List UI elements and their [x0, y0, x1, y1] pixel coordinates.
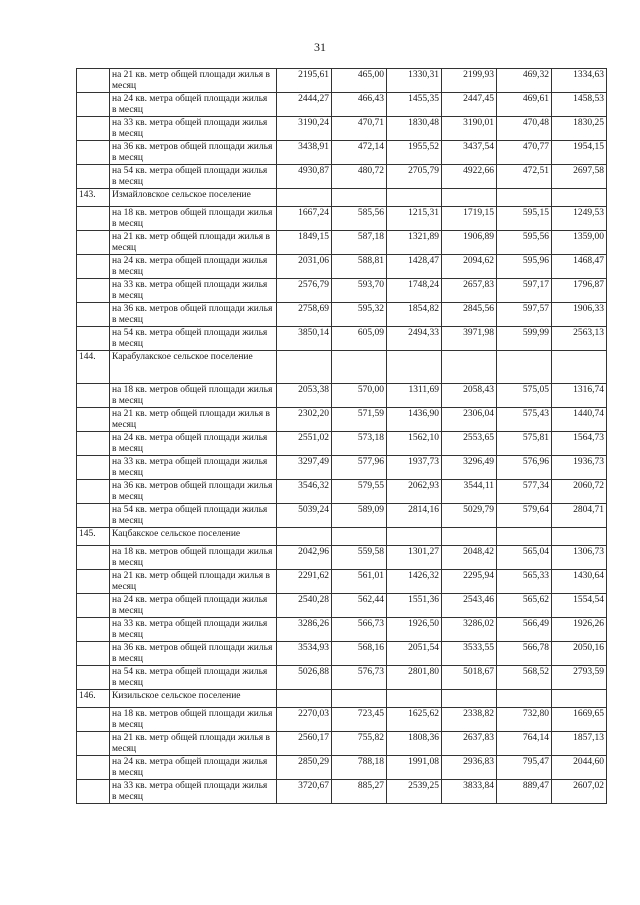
settlement-header-row	[77, 690, 607, 708]
table-row	[77, 618, 607, 642]
value-cell: 575,05	[497, 384, 552, 408]
table-row	[77, 117, 607, 141]
empty-cell	[387, 189, 442, 207]
value-cell: 565,62	[497, 594, 552, 618]
table-row	[77, 642, 607, 666]
settlement-name: Кизильское сельское поселение	[110, 690, 277, 708]
value-cell: 1455,35	[387, 93, 442, 117]
value-cell: 576,96	[497, 456, 552, 480]
row-number-cell	[77, 279, 110, 303]
table-row	[77, 594, 607, 618]
table-row	[77, 207, 607, 231]
value-cell: 1954,15	[552, 141, 607, 165]
value-cell: 1955,52	[387, 141, 442, 165]
area-label: на 24 кв. метра общей площади жилья в месяц	[110, 93, 277, 117]
row-number-cell	[77, 456, 110, 480]
value-cell: 2657,83	[442, 279, 497, 303]
area-label: на 18 кв. метров общей площади жилья в месяц	[110, 384, 277, 408]
table-row	[77, 504, 607, 528]
value-cell: 3971,98	[442, 327, 497, 351]
value-cell: 466,43	[332, 93, 387, 117]
value-cell: 2051,54	[387, 642, 442, 666]
table-row	[77, 546, 607, 570]
value-cell: 575,43	[497, 408, 552, 432]
value-cell: 1926,26	[552, 618, 607, 642]
row-number-cell	[77, 384, 110, 408]
value-cell: 2758,69	[277, 303, 332, 327]
value-cell: 889,47	[497, 780, 552, 804]
value-cell: 577,96	[332, 456, 387, 480]
value-cell: 1430,64	[552, 570, 607, 594]
value-cell: 2845,56	[442, 303, 497, 327]
area-label: на 18 кв. метров общей площади жилья в месяц	[110, 207, 277, 231]
value-cell: 2936,83	[442, 756, 497, 780]
value-cell: 1249,53	[552, 207, 607, 231]
empty-cell	[442, 351, 497, 384]
value-cell: 2801,80	[387, 666, 442, 690]
area-label: на 54 кв. метра общей площади жилья в месяц	[110, 666, 277, 690]
value-cell: 561,01	[332, 570, 387, 594]
area-label: на 18 кв. метров общей площади жилья в месяц	[110, 708, 277, 732]
row-number-cell	[77, 408, 110, 432]
row-number-cell	[77, 618, 110, 642]
value-cell: 2793,59	[552, 666, 607, 690]
row-number-cell	[77, 642, 110, 666]
settlement-name: Измайловское сельское поселение	[110, 189, 277, 207]
row-number-cell	[77, 756, 110, 780]
value-cell: 2607,02	[552, 780, 607, 804]
value-cell: 2539,25	[387, 780, 442, 804]
value-cell: 472,51	[497, 165, 552, 189]
value-cell: 589,09	[332, 504, 387, 528]
value-cell: 3534,93	[277, 642, 332, 666]
empty-cell	[332, 528, 387, 546]
empty-cell	[497, 189, 552, 207]
area-label: на 21 кв. метр общей площади жилья в месяц	[110, 69, 277, 93]
value-cell: 1830,48	[387, 117, 442, 141]
value-cell: 788,18	[332, 756, 387, 780]
value-cell: 1667,24	[277, 207, 332, 231]
table-row	[77, 384, 607, 408]
value-cell: 2697,58	[552, 165, 607, 189]
value-cell: 571,59	[332, 408, 387, 432]
value-cell: 2291,62	[277, 570, 332, 594]
empty-cell	[332, 189, 387, 207]
empty-cell	[552, 351, 607, 384]
row-number: 143.	[77, 189, 110, 207]
value-cell: 2850,29	[277, 756, 332, 780]
area-label: на 21 кв. метр общей площади жилья в месяц	[110, 231, 277, 255]
value-cell: 3533,55	[442, 642, 497, 666]
row-number-cell	[77, 69, 110, 93]
row-number-cell	[77, 117, 110, 141]
empty-cell	[387, 528, 442, 546]
page-number: 31	[314, 40, 326, 54]
value-cell: 1857,13	[552, 732, 607, 756]
table-row	[77, 93, 607, 117]
row-number-cell	[77, 303, 110, 327]
value-cell: 764,14	[497, 732, 552, 756]
area-label: на 36 кв. метров общей площади жилья в месяц	[110, 642, 277, 666]
value-cell: 4930,87	[277, 165, 332, 189]
value-cell: 2540,28	[277, 594, 332, 618]
area-label: на 54 кв. метра общей площади жилья в месяц	[110, 504, 277, 528]
value-cell: 3296,49	[442, 456, 497, 480]
settlement-name: Карабулакское сельское поселение	[110, 351, 277, 384]
value-cell: 3190,01	[442, 117, 497, 141]
value-cell: 2302,20	[277, 408, 332, 432]
empty-cell	[277, 351, 332, 384]
value-cell: 1849,15	[277, 231, 332, 255]
area-label: на 21 кв. метр общей площади жилья в месяц	[110, 570, 277, 594]
value-cell: 1937,73	[387, 456, 442, 480]
value-cell: 587,18	[332, 231, 387, 255]
value-cell: 1330,31	[387, 69, 442, 93]
row-number-cell	[77, 504, 110, 528]
row-number-cell	[77, 546, 110, 570]
table-row	[77, 279, 607, 303]
value-cell: 2058,43	[442, 384, 497, 408]
row-number-cell	[77, 141, 110, 165]
area-label: на 18 кв. метров общей площади жилья в месяц	[110, 546, 277, 570]
value-cell: 588,81	[332, 255, 387, 279]
value-cell: 566,49	[497, 618, 552, 642]
row-number-cell	[77, 255, 110, 279]
value-cell: 1830,25	[552, 117, 607, 141]
value-cell: 2560,17	[277, 732, 332, 756]
empty-cell	[387, 690, 442, 708]
value-cell: 1562,10	[387, 432, 442, 456]
value-cell: 566,78	[497, 642, 552, 666]
table-row	[77, 408, 607, 432]
value-cell: 577,34	[497, 480, 552, 504]
area-label: на 33 кв. метра общей площади жилья в месяц	[110, 618, 277, 642]
value-cell: 2814,16	[387, 504, 442, 528]
value-cell: 1426,32	[387, 570, 442, 594]
value-cell: 4922,66	[442, 165, 497, 189]
value-cell: 579,55	[332, 480, 387, 504]
value-cell: 3438,91	[277, 141, 332, 165]
value-cell: 570,00	[332, 384, 387, 408]
value-cell: 1440,74	[552, 408, 607, 432]
empty-cell	[277, 528, 332, 546]
value-cell: 2062,93	[387, 480, 442, 504]
table-row	[77, 456, 607, 480]
settlement-name: Кацбакское сельское поселение	[110, 528, 277, 546]
value-cell: 3720,67	[277, 780, 332, 804]
value-cell: 795,47	[497, 756, 552, 780]
empty-cell	[552, 690, 607, 708]
value-cell: 2338,82	[442, 708, 497, 732]
row-number: 145.	[77, 528, 110, 546]
value-cell: 1551,36	[387, 594, 442, 618]
value-cell: 1906,89	[442, 231, 497, 255]
table-row	[77, 231, 607, 255]
value-cell: 469,61	[497, 93, 552, 117]
value-cell: 2195,61	[277, 69, 332, 93]
value-cell: 2053,38	[277, 384, 332, 408]
value-cell: 1748,24	[387, 279, 442, 303]
value-cell: 576,73	[332, 666, 387, 690]
tariff-table	[76, 68, 607, 804]
row-number-cell	[77, 165, 110, 189]
value-cell: 1359,00	[552, 231, 607, 255]
value-cell: 465,00	[332, 69, 387, 93]
empty-cell	[552, 189, 607, 207]
value-cell: 2044,60	[552, 756, 607, 780]
row-number: 144.	[77, 351, 110, 384]
row-number-cell	[77, 207, 110, 231]
empty-cell	[332, 690, 387, 708]
value-cell: 3833,84	[442, 780, 497, 804]
value-cell: 1321,89	[387, 231, 442, 255]
value-cell: 1906,33	[552, 303, 607, 327]
value-cell: 562,44	[332, 594, 387, 618]
value-cell: 3546,32	[277, 480, 332, 504]
value-cell: 1306,73	[552, 546, 607, 570]
value-cell: 5026,88	[277, 666, 332, 690]
empty-cell	[442, 189, 497, 207]
value-cell: 575,81	[497, 432, 552, 456]
row-number: 146.	[77, 690, 110, 708]
value-cell: 1796,87	[552, 279, 607, 303]
empty-cell	[332, 351, 387, 384]
area-label: на 24 кв. метра общей площади жилья в месяц	[110, 255, 277, 279]
row-number-cell	[77, 480, 110, 504]
value-cell: 469,32	[497, 69, 552, 93]
table-row	[77, 666, 607, 690]
value-cell: 597,57	[497, 303, 552, 327]
value-cell: 2543,46	[442, 594, 497, 618]
row-number-cell	[77, 780, 110, 804]
value-cell: 2270,03	[277, 708, 332, 732]
area-label: на 36 кв. метров общей площади жилья в месяц	[110, 303, 277, 327]
value-cell: 3544,11	[442, 480, 497, 504]
value-cell: 1669,65	[552, 708, 607, 732]
value-cell: 595,15	[497, 207, 552, 231]
value-cell: 1564,73	[552, 432, 607, 456]
value-cell: 5029,79	[442, 504, 497, 528]
area-label: на 33 кв. метра общей площади жилья в месяц	[110, 456, 277, 480]
empty-cell	[442, 690, 497, 708]
empty-cell	[497, 528, 552, 546]
value-cell: 2060,72	[552, 480, 607, 504]
row-number-cell	[77, 708, 110, 732]
value-cell: 1301,27	[387, 546, 442, 570]
value-cell: 2494,33	[387, 327, 442, 351]
empty-cell	[277, 189, 332, 207]
value-cell: 5018,67	[442, 666, 497, 690]
value-cell: 3297,49	[277, 456, 332, 480]
value-cell: 2804,71	[552, 504, 607, 528]
table-row	[77, 708, 607, 732]
value-cell: 593,70	[332, 279, 387, 303]
table-row	[77, 732, 607, 756]
empty-cell	[497, 690, 552, 708]
value-cell: 1719,15	[442, 207, 497, 231]
value-cell: 1311,69	[387, 384, 442, 408]
value-cell: 472,14	[332, 141, 387, 165]
area-label: на 24 кв. метра общей площади жилья в месяц	[110, 594, 277, 618]
value-cell: 1625,62	[387, 708, 442, 732]
table-row	[77, 570, 607, 594]
value-cell: 1991,08	[387, 756, 442, 780]
value-cell: 566,73	[332, 618, 387, 642]
value-cell: 2306,04	[442, 408, 497, 432]
table-row	[77, 255, 607, 279]
empty-cell	[552, 528, 607, 546]
settlement-header-row	[77, 528, 607, 546]
value-cell: 3190,24	[277, 117, 332, 141]
value-cell: 470,71	[332, 117, 387, 141]
row-number-cell	[77, 432, 110, 456]
value-cell: 2199,93	[442, 69, 497, 93]
empty-cell	[277, 690, 332, 708]
row-number-cell	[77, 732, 110, 756]
table-row	[77, 756, 607, 780]
settlement-header-row	[77, 351, 607, 384]
value-cell: 2551,02	[277, 432, 332, 456]
value-cell: 2048,42	[442, 546, 497, 570]
row-number-cell	[77, 594, 110, 618]
table-row	[77, 303, 607, 327]
value-cell: 1926,50	[387, 618, 442, 642]
value-cell: 3286,02	[442, 618, 497, 642]
value-cell: 1468,47	[552, 255, 607, 279]
value-cell: 559,58	[332, 546, 387, 570]
value-cell: 1215,31	[387, 207, 442, 231]
value-cell: 595,32	[332, 303, 387, 327]
area-label: на 24 кв. метра общей площади жилья в месяц	[110, 756, 277, 780]
table-row	[77, 432, 607, 456]
value-cell: 595,56	[497, 231, 552, 255]
value-cell: 732,80	[497, 708, 552, 732]
area-label: на 33 кв. метра общей площади жилья в месяц	[110, 117, 277, 141]
table-row	[77, 165, 607, 189]
value-cell: 568,16	[332, 642, 387, 666]
value-cell: 2094,62	[442, 255, 497, 279]
value-cell: 470,77	[497, 141, 552, 165]
value-cell: 3286,26	[277, 618, 332, 642]
value-cell: 755,82	[332, 732, 387, 756]
area-label: на 21 кв. метр общей площади жилья в месяц	[110, 732, 277, 756]
row-number-cell	[77, 93, 110, 117]
area-label: на 36 кв. метров общей площади жилья в месяц	[110, 480, 277, 504]
value-cell: 1428,47	[387, 255, 442, 279]
value-cell: 2447,45	[442, 93, 497, 117]
table-row	[77, 141, 607, 165]
value-cell: 1936,73	[552, 456, 607, 480]
value-cell: 480,72	[332, 165, 387, 189]
area-label: на 24 кв. метра общей площади жилья в месяц	[110, 432, 277, 456]
value-cell: 1458,53	[552, 93, 607, 117]
value-cell: 597,17	[497, 279, 552, 303]
value-cell: 3850,14	[277, 327, 332, 351]
area-label: на 54 кв. метра общей площади жилья в месяц	[110, 165, 277, 189]
value-cell: 585,56	[332, 207, 387, 231]
value-cell: 579,64	[497, 504, 552, 528]
value-cell: 2553,65	[442, 432, 497, 456]
value-cell: 2295,94	[442, 570, 497, 594]
value-cell: 2563,13	[552, 327, 607, 351]
row-number-cell	[77, 570, 110, 594]
area-label: на 54 кв. метра общей площади жилья в месяц	[110, 327, 277, 351]
value-cell: 2042,96	[277, 546, 332, 570]
value-cell: 470,48	[497, 117, 552, 141]
value-cell: 565,04	[497, 546, 552, 570]
value-cell: 885,27	[332, 780, 387, 804]
value-cell: 723,45	[332, 708, 387, 732]
value-cell: 599,99	[497, 327, 552, 351]
value-cell: 1808,36	[387, 732, 442, 756]
area-label: на 33 кв. метра общей площади жилья в месяц	[110, 279, 277, 303]
table-row	[77, 327, 607, 351]
value-cell: 2050,16	[552, 642, 607, 666]
value-cell: 3437,54	[442, 141, 497, 165]
table-row	[77, 780, 607, 804]
area-label: на 21 кв. метр общей площади жилья в месяц	[110, 408, 277, 432]
value-cell: 565,33	[497, 570, 552, 594]
value-cell: 5039,24	[277, 504, 332, 528]
row-number-cell	[77, 231, 110, 255]
value-cell: 2637,83	[442, 732, 497, 756]
area-label: на 33 кв. метра общей площади жилья в месяц	[110, 780, 277, 804]
empty-cell	[497, 351, 552, 384]
value-cell: 2576,79	[277, 279, 332, 303]
table-body	[77, 69, 607, 804]
empty-cell	[442, 528, 497, 546]
value-cell: 605,09	[332, 327, 387, 351]
row-number-cell	[77, 666, 110, 690]
value-cell: 1316,74	[552, 384, 607, 408]
value-cell: 2444,27	[277, 93, 332, 117]
value-cell: 1554,54	[552, 594, 607, 618]
value-cell: 2705,79	[387, 165, 442, 189]
value-cell: 1854,82	[387, 303, 442, 327]
area-label: на 36 кв. метров общей площади жилья в месяц	[110, 141, 277, 165]
table-row	[77, 69, 607, 93]
value-cell: 568,52	[497, 666, 552, 690]
value-cell: 1436,90	[387, 408, 442, 432]
value-cell: 1334,63	[552, 69, 607, 93]
table-row	[77, 480, 607, 504]
value-cell: 2031,06	[277, 255, 332, 279]
value-cell: 573,18	[332, 432, 387, 456]
value-cell: 595,96	[497, 255, 552, 279]
row-number-cell	[77, 327, 110, 351]
empty-cell	[387, 351, 442, 384]
settlement-header-row	[77, 189, 607, 207]
